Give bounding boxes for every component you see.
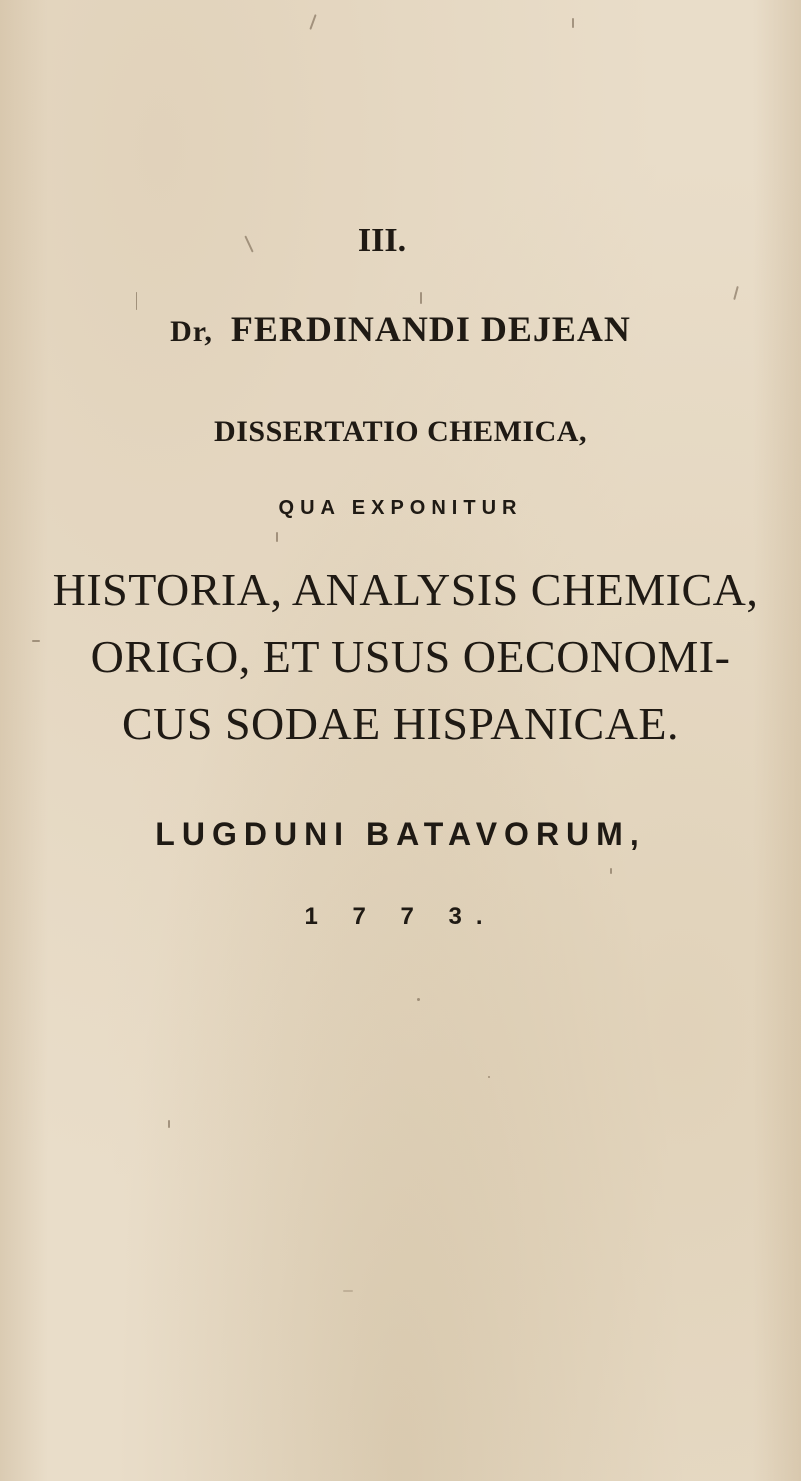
paper-speck — [276, 532, 278, 542]
paper-speck — [610, 868, 612, 874]
paper-speck — [168, 1120, 170, 1128]
imprint-place: LUGDUNI BATAVORUM, — [155, 816, 646, 852]
paper-speck — [244, 235, 253, 252]
imprint-year: 1 7 7 3. — [304, 903, 497, 930]
paper-speck — [733, 286, 739, 300]
paper-speck — [32, 640, 40, 642]
paper-speck — [488, 1076, 490, 1078]
paper-speck — [420, 292, 422, 304]
author-prefix: Dr, — [170, 315, 213, 348]
main-title-line-3: CUS SODAE HISPANICAE. — [121, 698, 680, 749]
main-title-line-2: ORIGO, ET USUS OECONOMI- — [90, 631, 731, 682]
volume-number: III. — [357, 222, 407, 259]
main-title-line-1: HISTORIA, ANALYSIS CHEMICA, — [52, 564, 759, 615]
paper-speck — [136, 292, 137, 310]
qua-exponitur-line: QUA EXPONITUR — [278, 497, 523, 519]
author-name: FERDINANDI DEJEAN — [230, 309, 631, 349]
paper-speck — [309, 14, 316, 30]
paper-speck — [343, 1290, 353, 1292]
work-type: DISSERTATIO CHEMICA, — [214, 415, 587, 448]
paper-speck — [572, 18, 574, 28]
author-line — [0, 308, 801, 350]
paper-speck — [417, 998, 420, 1001]
